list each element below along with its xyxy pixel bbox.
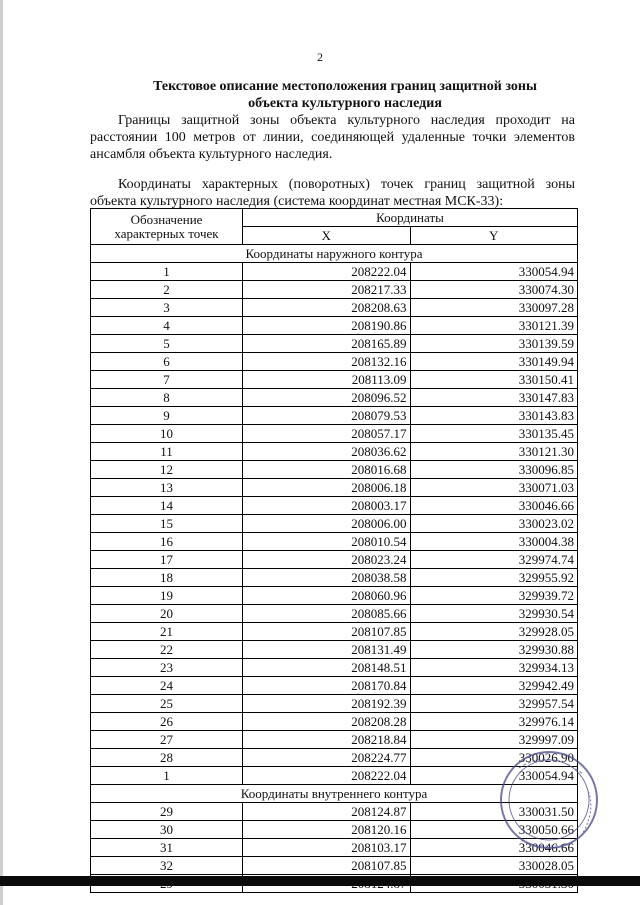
col-coordinates-header: Координаты (243, 209, 578, 227)
coord-x: 208208.28 (243, 713, 411, 731)
inner-contour-header: Координаты внутреннего контура (91, 785, 578, 803)
coord-x: 208120.16 (243, 821, 411, 839)
coord-x: 208224.77 (243, 749, 411, 767)
table-row (91, 335, 578, 353)
point-number: 27 (91, 731, 243, 749)
point-number: 29 (91, 803, 243, 821)
coord-y: 330004.38 (410, 533, 578, 551)
table-row (91, 479, 578, 497)
point-number: 6 (91, 353, 243, 371)
coord-y: 330096.85 (410, 461, 578, 479)
coord-y: 329930.54 (410, 605, 578, 623)
coord-x: 208222.04 (243, 767, 411, 785)
table-row (91, 515, 578, 533)
table-row (91, 731, 578, 749)
table-row (91, 623, 578, 641)
coord-y: 330031.50 (410, 803, 578, 821)
coord-y: 329934.13 (410, 659, 578, 677)
table-row (91, 659, 578, 677)
coord-x: 208038.58 (243, 569, 411, 587)
point-number: 13 (91, 479, 243, 497)
coord-y: 330046.66 (410, 497, 578, 515)
table-row (91, 263, 578, 281)
point-number: 9 (91, 407, 243, 425)
coord-x: 208192.39 (243, 695, 411, 713)
table-row (91, 389, 578, 407)
coord-x: 208036.62 (243, 443, 411, 461)
coord-x: 208023.24 (243, 551, 411, 569)
coord-y: 329976.14 (410, 713, 578, 731)
coord-y: 330150.41 (410, 371, 578, 389)
point-number: 5 (91, 335, 243, 353)
coord-x: 208222.04 (243, 263, 411, 281)
coord-x: 208003.17 (243, 497, 411, 515)
coord-x: 208165.89 (243, 335, 411, 353)
table-row (91, 857, 578, 875)
table-row (91, 605, 578, 623)
point-number: 8 (91, 389, 243, 407)
point-number: 26 (91, 713, 243, 731)
coord-y: 329955.92 (410, 569, 578, 587)
table-row (91, 443, 578, 461)
coord-y: 329942.49 (410, 677, 578, 695)
coord-x: 208113.09 (243, 371, 411, 389)
point-number: 14 (91, 497, 243, 515)
coord-x: 208170.84 (243, 677, 411, 695)
coord-y: 329930.88 (410, 641, 578, 659)
table-row (91, 641, 578, 659)
point-number: 17 (91, 551, 243, 569)
coord-y: 330054.94 (410, 263, 578, 281)
coord-x: 208208.63 (243, 299, 411, 317)
outer-contour-header: Координаты наружного контура (91, 245, 578, 263)
point-number: 11 (91, 443, 243, 461)
table-row (91, 461, 578, 479)
coord-y: 329928.05 (410, 623, 578, 641)
coord-y: 330149.94 (410, 353, 578, 371)
coord-x: 208132.16 (243, 353, 411, 371)
coord-y: 330143.83 (410, 407, 578, 425)
page-number: 2 (317, 50, 323, 64)
table-row (91, 299, 578, 317)
coord-x: 208006.00 (243, 515, 411, 533)
point-number: 21 (91, 623, 243, 641)
coord-y: 330050.66 (410, 821, 578, 839)
table-row (91, 551, 578, 569)
point-number: 28 (91, 749, 243, 767)
table-row (91, 317, 578, 335)
coord-x: 208085.66 (243, 605, 411, 623)
table-row (91, 713, 578, 731)
table-row (91, 695, 578, 713)
coord-x: 208096.52 (243, 389, 411, 407)
coord-x: 208079.53 (243, 407, 411, 425)
point-number: 4 (91, 317, 243, 335)
coord-y: 330026.90 (410, 749, 578, 767)
table-row (91, 281, 578, 299)
point-number: 20 (91, 605, 243, 623)
point-number: 32 (91, 857, 243, 875)
coord-x: 208131.49 (243, 641, 411, 659)
coord-x: 208107.85 (243, 857, 411, 875)
coord-x: 208107.85 (243, 623, 411, 641)
coord-y: 329939.72 (410, 587, 578, 605)
coord-y: 330135.45 (410, 425, 578, 443)
point-number: 15 (91, 515, 243, 533)
point-number: 19 (91, 587, 243, 605)
coord-y: 330071.03 (410, 479, 578, 497)
coord-y: 330074.30 (410, 281, 578, 299)
point-number: 2 (91, 281, 243, 299)
coord-y: 329997.09 (410, 731, 578, 749)
point-number: 18 (91, 569, 243, 587)
coord-x: 208006.18 (243, 479, 411, 497)
title-line-1: Текстовое описание местоположения границ защитной зоны (153, 79, 537, 94)
coord-x: 208103.17 (243, 839, 411, 857)
coord-x: 208218.84 (243, 731, 411, 749)
point-number: 16 (91, 533, 243, 551)
coord-x: 208217.33 (243, 281, 411, 299)
coord-y: 329957.54 (410, 695, 578, 713)
point-number: 22 (91, 641, 243, 659)
table-row (91, 407, 578, 425)
table-row (91, 677, 578, 695)
coord-x: 208016.68 (243, 461, 411, 479)
coord-y: 330139.59 (410, 335, 578, 353)
table-row (91, 533, 578, 551)
coord-y: 330023.02 (410, 515, 578, 533)
point-number: 7 (91, 371, 243, 389)
table-row (91, 587, 578, 605)
title-line-2: объекта культурного наследия (248, 96, 442, 111)
scan-edge (0, 0, 3, 905)
organization-seal-stamp (497, 748, 601, 852)
coord-x: 208060.96 (243, 587, 411, 605)
coord-y: 330121.39 (410, 317, 578, 335)
point-number: 1 (91, 767, 243, 785)
coord-x: 208010.54 (243, 533, 411, 551)
point-number: 10 (91, 425, 243, 443)
coordinates-intro: Координаты характерных (поворотных) точек границ защитной зоны объекта культурного наследия (система координат местная МСК-33): (90, 177, 575, 209)
point-number: 24 (91, 677, 243, 695)
table-row (91, 371, 578, 389)
point-number: 12 (91, 461, 243, 479)
coord-y: 329974.74 (410, 551, 578, 569)
table-row (91, 425, 578, 443)
point-number: 3 (91, 299, 243, 317)
table-row (91, 569, 578, 587)
coord-y: 330121.30 (410, 443, 578, 461)
coord-x: 208148.51 (243, 659, 411, 677)
coord-x: 208190.86 (243, 317, 411, 335)
coord-x: 208057.17 (243, 425, 411, 443)
scan-bottom-border (0, 876, 640, 886)
point-number: 31 (91, 839, 243, 857)
point-number: 23 (91, 659, 243, 677)
table-row (91, 353, 578, 371)
col-y-header: Y (410, 227, 578, 245)
point-number: 25 (91, 695, 243, 713)
point-number: 30 (91, 821, 243, 839)
point-number: 1 (91, 263, 243, 281)
coord-y: 330097.28 (410, 299, 578, 317)
document-title (80, 78, 610, 112)
col-designation-header: Обозначение характерных точек (91, 209, 243, 245)
table-row (91, 497, 578, 515)
coord-y: 330028.05 (410, 857, 578, 875)
col-x-header: X (243, 227, 411, 245)
boundary-description: Границы защитной зоны объекта культурного наследия проходит на расстоянии 100 метров от линии, соединяющей удаленные точки элементов ансамбля объекта культурного наследия. (90, 113, 575, 162)
coord-y: 330046.66 (410, 839, 578, 857)
coord-x: 208124.87 (243, 803, 411, 821)
coord-y: 330054.94 (410, 767, 578, 785)
coord-y: 330147.83 (410, 389, 578, 407)
